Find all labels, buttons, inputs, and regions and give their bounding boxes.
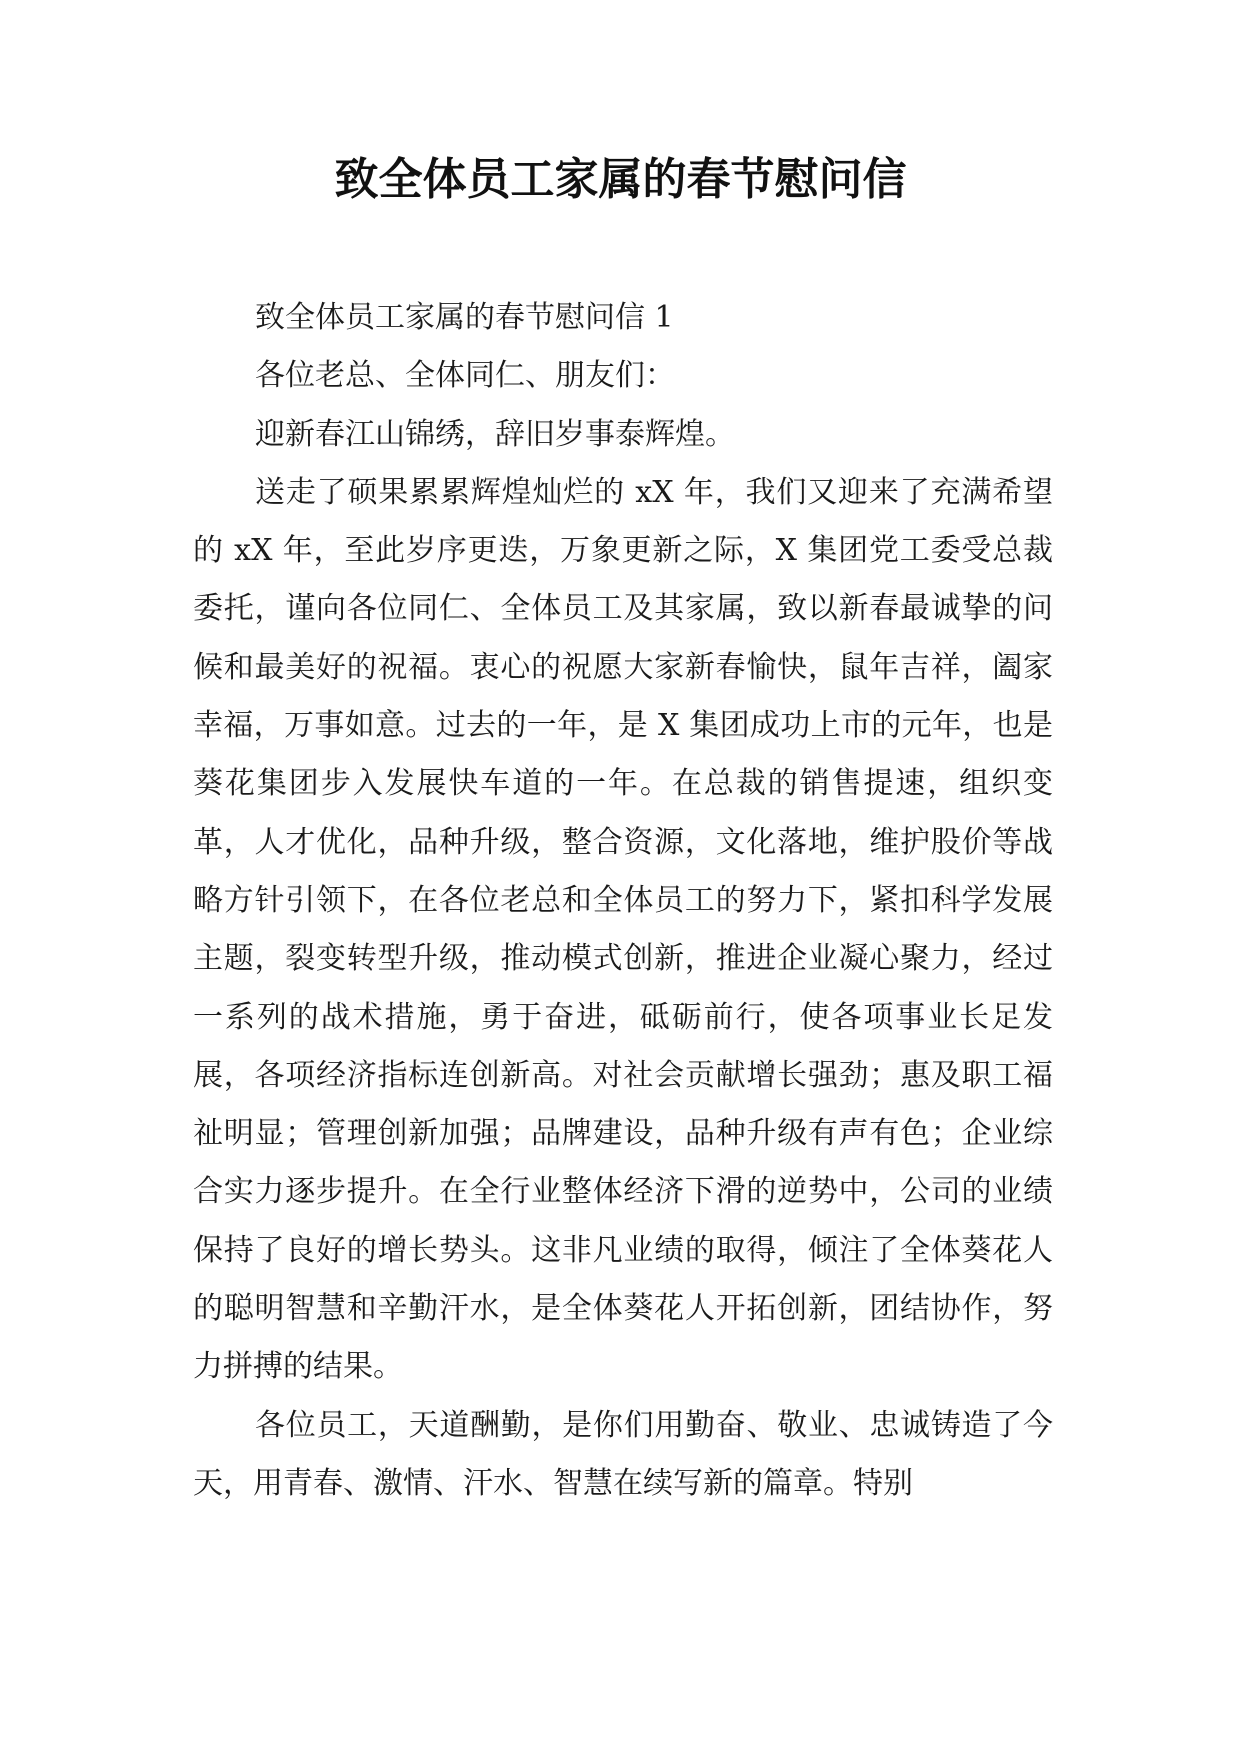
paragraph-salutation: 各位老总、全体同仁、朋友们： — [255, 358, 675, 394]
document-body — [193, 289, 1053, 1513]
paragraph-review: 送走了硕果累累辉煌灿烂的 xX 年，我们又迎来了充满希望的 xX 年，至此岁序更迭，万象更新之际，X 集团党工委受总裁委托，谨向各位同仁、全体员工及其家属，致以新春最诚挚的问候和最美好的祝福。衷心的祝愿大家新春愉快，鼠年吉祥，阖家幸福，万事如意。过去的一年，是 X 集团成功上市的元年，也是葵花集团步入发展快车道的一年。在总裁的销售提速，组织变革，人才优化，品种升级，整合资源，文化落地，维护股价等战略方针引领下，在各位老总和全体员工的努力下，紧扣科学发展主题，裂变转型升级，推动模式创新，推进企业凝心聚力，经过一系列的战术措施，勇于奋进，砥砺前行，使各项事业长足发展，各项经济指标连创新高。对社会贡献增长强劲；惠及职工福祉明显；管理创新加强；品牌建设，品种升级有声有色；企业综合实力逐步提升。在全行业整体经济下滑的逆势中，公司的业绩保持了良好的增长势头。这非凡业绩的取得，倾注了全体葵花人的聪明智慧和辛勤汗水，是全体葵花人开拓创新，团结协作，努力拼搏的结果。 — [193, 474, 1053, 1385]
paragraph-thanks: 各位员工，天道酬勤，是你们用勤奋、敬业、忠诚铸造了今天，用青春、激情、汗水、智慧在续写新的篇章。特别 — [193, 1407, 1053, 1501]
paragraph-heading: 致全体员工家属的春节慰问信 1 — [255, 300, 674, 335]
paragraph-couplet: 迎新春江山锦绣，辞旧岁事泰辉煌。 — [255, 416, 735, 452]
document-title: 致全体员工家属的春节慰问信 — [334, 154, 907, 205]
